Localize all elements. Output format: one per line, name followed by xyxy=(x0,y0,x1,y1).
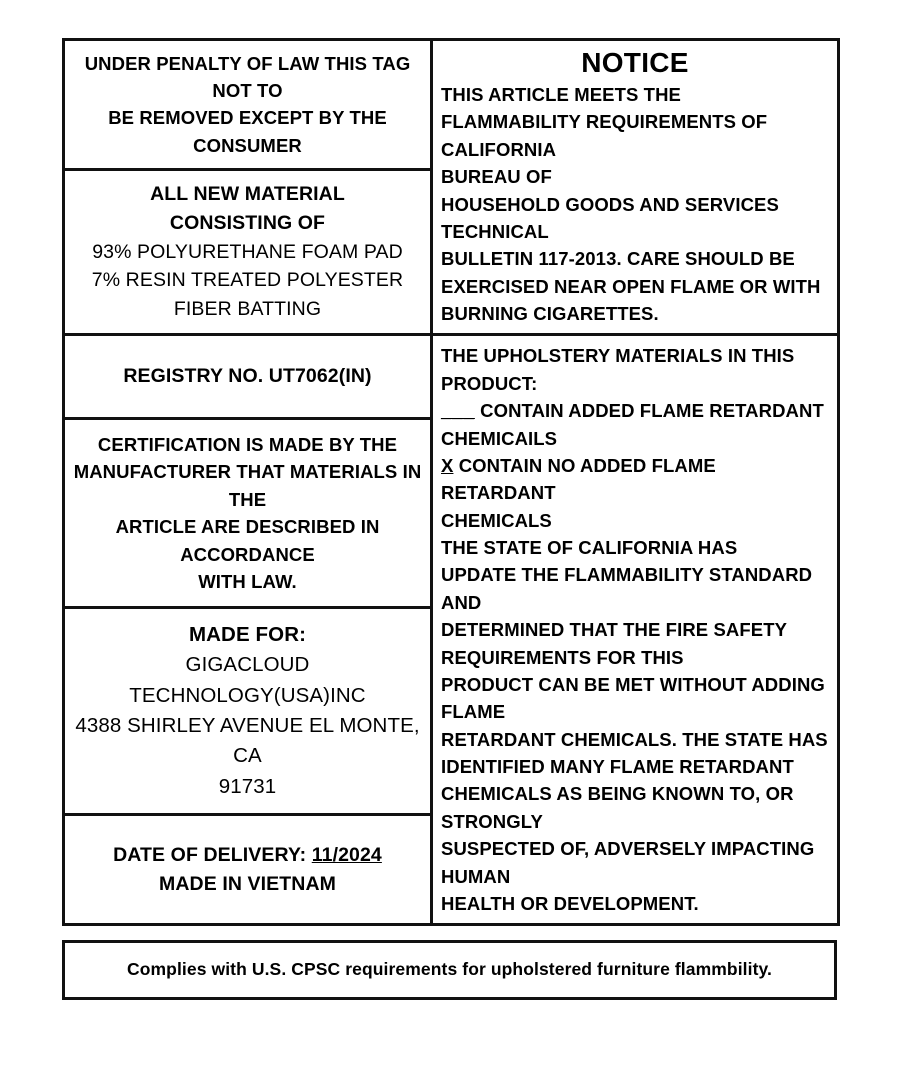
made-for-line-3: 91731 xyxy=(218,774,277,798)
upholstery-body-line-5: PRODUCT CAN BE MET WITHOUT ADDING FLAME xyxy=(441,673,825,723)
registry-number: REGISTRY NO. UT7062(IN) xyxy=(123,365,372,388)
delivery-cell xyxy=(64,815,432,925)
delivery-date-value[interactable]: 11/2024 xyxy=(311,843,382,866)
materials-heading-1: ALL NEW MATERIAL xyxy=(150,182,345,205)
made-for-heading: MADE FOR: xyxy=(188,623,307,647)
materials-item-1: 93% POLYURETHANE FOAM PAD xyxy=(92,240,403,263)
cpsc-compliance-text: Complies with U.S. CPSC requirements for upholstered furniture flammbility. xyxy=(126,959,773,980)
materials-cell xyxy=(64,169,432,335)
law-label-table xyxy=(62,38,840,926)
materials-item-2: 7% RESIN TREATED POLYESTER xyxy=(91,269,404,292)
unchecked-mark[interactable]: ___ xyxy=(441,400,475,422)
checked-mark[interactable]: X xyxy=(441,454,454,476)
law-tag-warning-line-2: BE REMOVED EXCEPT BY THE CONSUMER xyxy=(108,107,387,156)
law-label xyxy=(62,38,837,1038)
upholstery-body-line-9: SUSPECTED OF, ADVERSELY IMPACTING HUMAN xyxy=(441,838,815,887)
certification-line-4: WITH LAW. xyxy=(198,570,297,592)
notice-line-4: HOUSEHOLD GOODS AND SERVICES TECHNICAL xyxy=(441,193,779,242)
footer-row xyxy=(64,942,836,999)
upholstery-option-checked-cont: CHEMICALS xyxy=(441,509,552,531)
made-for-line-1: GIGACLOUD TECHNOLOGY(USA)INC xyxy=(129,653,366,707)
upholstery-cell xyxy=(432,335,839,925)
notice-line-5: BULLETIN 117-2013. CARE SHOULD BE xyxy=(441,248,795,270)
made-for-cell xyxy=(64,607,432,814)
delivery-date-row xyxy=(73,841,422,870)
upholstery-body-line-7: IDENTIFIED MANY FLAME RETARDANT xyxy=(441,756,794,777)
checked-label: CONTAIN NO ADDED FLAME RETARDANT xyxy=(441,454,716,504)
upholstery-body-line-1: THE STATE OF CALIFORNIA HAS xyxy=(441,537,738,558)
table-footer-gap xyxy=(62,926,837,940)
unchecked-label: CONTAIN ADDED FLAME RETARDANT xyxy=(480,400,824,422)
footer-table xyxy=(62,940,837,1000)
notice-title: NOTICE xyxy=(581,47,689,78)
registry-cell xyxy=(64,335,432,419)
notice-cell xyxy=(432,40,839,335)
certification-line-1: CERTIFICATION IS MADE BY THE xyxy=(97,434,398,456)
certification-line-3: ARTICLE ARE DESCRIBED IN ACCORDANCE xyxy=(115,516,380,565)
upholstery-option-checked xyxy=(441,452,829,507)
materials-heading-2: CONSISTING OF xyxy=(169,211,326,234)
law-tag-warning-cell xyxy=(64,40,432,170)
notice-line-7: BURNING CIGARETTES. xyxy=(441,303,659,324)
upholstery-body-line-3: DETERMINED THAT THE FIRE SAFETY xyxy=(441,619,788,641)
notice-line-2: FLAMMABILITY REQUIREMENTS OF CALIFORNIA xyxy=(441,111,768,160)
upholstery-body-line-4: REQUIREMENTS FOR THIS xyxy=(441,646,684,668)
upholstery-body-line-6: RETARDANT CHEMICALS. THE STATE HAS xyxy=(441,728,828,750)
certification-cell xyxy=(64,419,432,608)
registry-row xyxy=(64,335,839,419)
law-tag-warning-line-1: UNDER PENALTY OF LAW THIS TAG NOT TO xyxy=(84,52,411,101)
made-for-line-2: 4388 SHIRLEY AVENUE EL MONTE, CA xyxy=(75,714,420,768)
notice-line-3: BUREAU OF xyxy=(441,166,552,188)
upholstery-option-unchecked xyxy=(441,397,829,424)
upholstery-body-line-8: CHEMICALS AS BEING KNOWN TO, OR STRONGLY xyxy=(441,783,794,832)
notice-line-1: THIS ARTICLE MEETS THE xyxy=(441,84,681,105)
notice-line-6: EXERCISED NEAR OPEN FLAME OR WITH xyxy=(441,275,821,297)
upholstery-body-line-2: UPDATE THE FLAMMABILITY STANDARD AND xyxy=(441,564,813,613)
upholstery-option-unchecked-cont: CHEMICAILS xyxy=(441,427,558,449)
cpsc-compliance-cell xyxy=(64,942,836,999)
certification-line-2: MANUFACTURER THAT MATERIALS IN THE xyxy=(73,461,422,510)
delivery-date-label: DATE OF DELIVERY: xyxy=(113,843,307,866)
upholstery-body-line-10: HEALTH OR DEVELOPMENT. xyxy=(441,892,699,914)
top-row xyxy=(64,40,839,170)
materials-item-3: FIBER BATTING xyxy=(173,298,322,321)
country-of-origin: MADE IN VIETNAM xyxy=(159,872,336,895)
upholstery-intro: THE UPHOLSTERY MATERIALS IN THIS PRODUCT: xyxy=(441,345,795,394)
